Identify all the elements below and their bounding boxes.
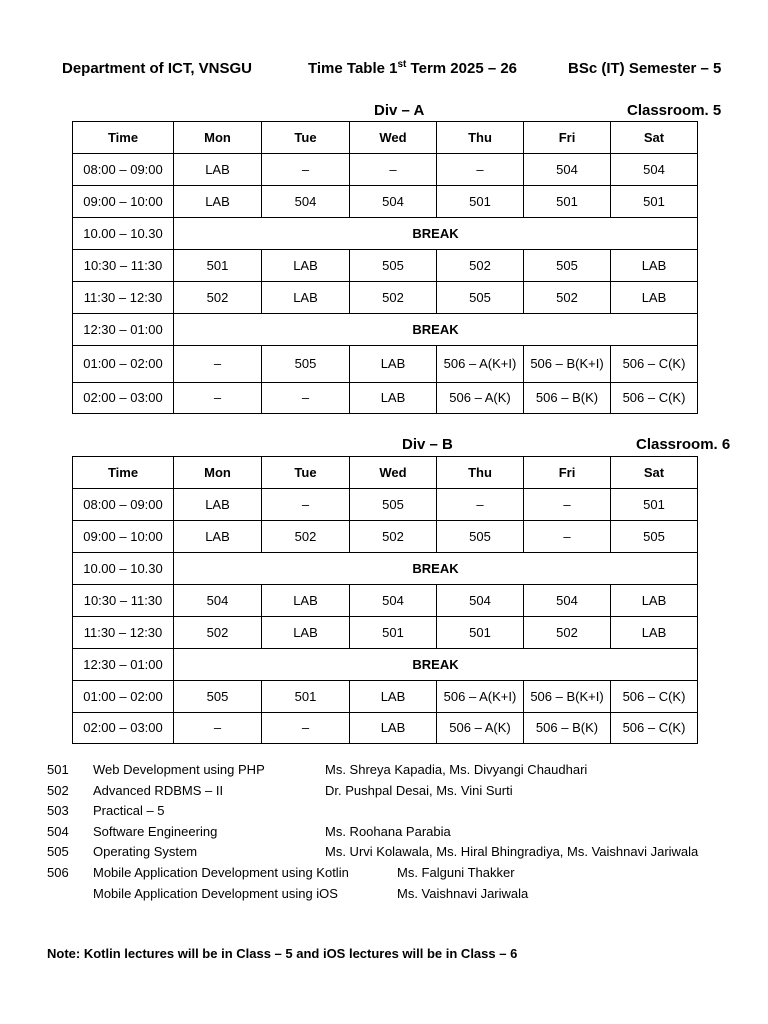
table-cell: LAB [611,250,698,282]
table-row [73,346,698,383]
div-b-classroom: Classroom. 6 [636,436,731,453]
table-cell: 506 – A(K+I) [437,346,524,383]
time-cell: 10.00 – 10.30 [73,553,174,585]
table-cell: LAB [350,713,437,744]
div-a-classroom: Classroom. 5 [627,102,722,119]
legend-subject: Software Engineering [93,823,218,839]
table-cell: 504 [350,186,437,218]
break-row [73,218,698,250]
table-cell: LAB [174,186,262,218]
column-header: Wed [350,457,437,489]
time-cell: 01:00 – 02:00 [73,681,174,713]
department-title: Department of ICT, VNSGU [62,60,253,77]
column-header: Fri [524,457,611,489]
table-row [73,489,698,521]
table-row [73,186,698,218]
table-cell: 505 [611,521,698,553]
table-cell: – [174,346,262,383]
table-cell: 506 – A(K) [437,713,524,744]
table-cell: 506 – B(K+I) [524,346,611,383]
legend-faculty: Ms. Shreya Kapadia, Ms. Divyangi Chaudhari [325,762,588,777]
table-cell: 504 [524,154,611,186]
div-b-timetable [72,456,698,744]
time-cell: 02:00 – 03:00 [73,383,174,414]
table-cell: – [437,154,524,186]
time-cell: 10.00 – 10.30 [73,218,174,250]
table-cell: – [262,713,350,744]
table-cell: 501 [437,186,524,218]
table-cell: 502 [350,521,437,553]
table-row [73,617,698,649]
table-cell: 505 [437,521,524,553]
div-a-timetable [72,121,698,414]
table-cell: 506 – A(K+I) [437,681,524,713]
column-header: Sat [611,122,698,154]
time-cell: 11:30 – 12:30 [73,282,174,314]
table-row [73,250,698,282]
table-cell: 506 – A(K) [437,383,524,414]
time-cell: 08:00 – 09:00 [73,154,174,186]
table-cell: LAB [262,250,350,282]
term-suffix: Term 2025 – 26 [406,60,518,77]
table-cell: 506 – C(K) [611,681,698,713]
table-cell: 501 [611,489,698,521]
header-row [73,457,698,489]
table-cell: – [174,713,262,744]
legend-subject: Mobile Application Development using iOS [93,885,338,901]
term-prefix: Time Table 1 [308,60,398,77]
table-cell: 506 – B(K+I) [524,681,611,713]
legend-subject: Operating System [93,844,198,860]
legend-faculty: Dr. Pushpal Desai, Ms. Vini Surti [325,782,513,798]
time-cell: 12:30 – 01:00 [73,314,174,346]
time-cell: 10:30 – 11:30 [73,585,174,617]
legend-subject: Web Development using PHP [93,762,265,777]
column-header: Time [73,122,174,154]
column-header: Thu [437,122,524,154]
table-cell: 502 [174,617,262,649]
table-cell: LAB [611,585,698,617]
break-row [73,649,698,681]
time-cell: 02:00 – 03:00 [73,713,174,744]
table-cell: 502 [262,521,350,553]
table-cell: 506 – B(K) [524,713,611,744]
table-cell: LAB [611,617,698,649]
term-superscript: st [397,59,407,70]
table-cell: 501 [262,681,350,713]
table-cell: – [262,489,350,521]
table-cell: LAB [350,383,437,414]
table-cell: 505 [437,282,524,314]
break-cell: BREAK [174,218,698,250]
legend-code: 505 [47,844,69,860]
table-cell: 506 – B(K) [524,383,611,414]
time-cell: 11:30 – 12:30 [73,617,174,649]
legend-faculty: Ms. Urvi Kolawala, Ms. Hiral Bhingradiya, Ms. Vaishnavi Jariwala [325,844,699,860]
column-header: Fri [524,122,611,154]
table-cell: 505 [350,489,437,521]
table-cell: LAB [350,681,437,713]
table-cell: – [174,383,262,414]
break-cell: BREAK [174,553,698,585]
table-cell: 505 [524,250,611,282]
table-row [73,282,698,314]
break-cell: BREAK [174,649,698,681]
time-cell: 01:00 – 02:00 [73,346,174,383]
table-cell: LAB [262,585,350,617]
div-a-title: Div – A [374,102,425,119]
table-cell: LAB [262,617,350,649]
table-cell: 501 [350,617,437,649]
time-cell: 09:00 – 10:00 [73,186,174,218]
table-cell: 502 [350,282,437,314]
break-row [73,314,698,346]
table-cell: 504 [262,186,350,218]
table-cell: 505 [262,346,350,383]
table-cell: – [437,489,524,521]
div-b-title: Div – B [402,436,453,453]
column-header: Mon [174,457,262,489]
column-header: Thu [437,457,524,489]
legend-subject: Practical – 5 [93,803,165,819]
table-cell: – [524,489,611,521]
table-cell: 501 [611,186,698,218]
table-cell: 504 [350,585,437,617]
column-header: Wed [350,122,437,154]
table-cell: LAB [174,521,262,553]
legend-code: 502 [47,782,69,798]
table-cell: 504 [524,585,611,617]
table-cell: – [262,154,350,186]
table-row [73,681,698,713]
column-header: Sat [611,457,698,489]
column-header: Tue [262,457,350,489]
table-cell: LAB [262,282,350,314]
table-cell: LAB [174,154,262,186]
table-cell: 506 – C(K) [611,383,698,414]
table-cell: 501 [524,186,611,218]
table-cell: 502 [174,282,262,314]
table-cell: 501 [174,250,262,282]
break-cell: BREAK [174,314,698,346]
table-cell: LAB [350,346,437,383]
table-row [73,713,698,744]
table-cell: 502 [524,617,611,649]
column-header: Tue [262,122,350,154]
table-cell: 505 [350,250,437,282]
semester-title: BSc (IT) Semester – 5 [568,60,722,77]
time-cell: 12:30 – 01:00 [73,649,174,681]
table-row [73,383,698,414]
table-cell: – [262,383,350,414]
table-cell: 501 [437,617,524,649]
table-cell: 505 [174,681,262,713]
table-cell: – [350,154,437,186]
legend-faculty: Ms. Roohana Parabia [325,823,451,839]
legend-subject: Mobile Application Development using Kotlin [93,864,349,880]
table-cell: 504 [611,154,698,186]
legend-code: 503 [47,803,69,819]
table-cell: LAB [174,489,262,521]
note: Note: Kotlin lectures will be in Class – 5 and iOS lectures will be in Class – 6 [47,946,518,961]
table-cell: 502 [437,250,524,282]
table-cell: 506 – C(K) [611,713,698,744]
column-header: Time [73,457,174,489]
table-row [73,585,698,617]
time-cell: 08:00 – 09:00 [73,489,174,521]
table-cell: 504 [437,585,524,617]
legend-code: 506 [47,864,69,880]
table-cell: LAB [611,282,698,314]
legend-subject: Advanced RDBMS – II [93,782,224,798]
table-row [73,154,698,186]
column-header: Mon [174,122,262,154]
legend-code: 501 [47,762,69,777]
term-title [308,60,517,77]
legend-faculty: Ms. Falguni Thakker [397,864,515,880]
table-cell: – [524,521,611,553]
legend-faculty: Ms. Vaishnavi Jariwala [397,885,529,901]
legend-code: 504 [47,823,69,839]
time-cell: 09:00 – 10:00 [73,521,174,553]
table-cell: 506 – C(K) [611,346,698,383]
break-row [73,553,698,585]
time-cell: 10:30 – 11:30 [73,250,174,282]
header-row [73,122,698,154]
table-cell: 502 [524,282,611,314]
table-cell: 504 [174,585,262,617]
table-row [73,521,698,553]
